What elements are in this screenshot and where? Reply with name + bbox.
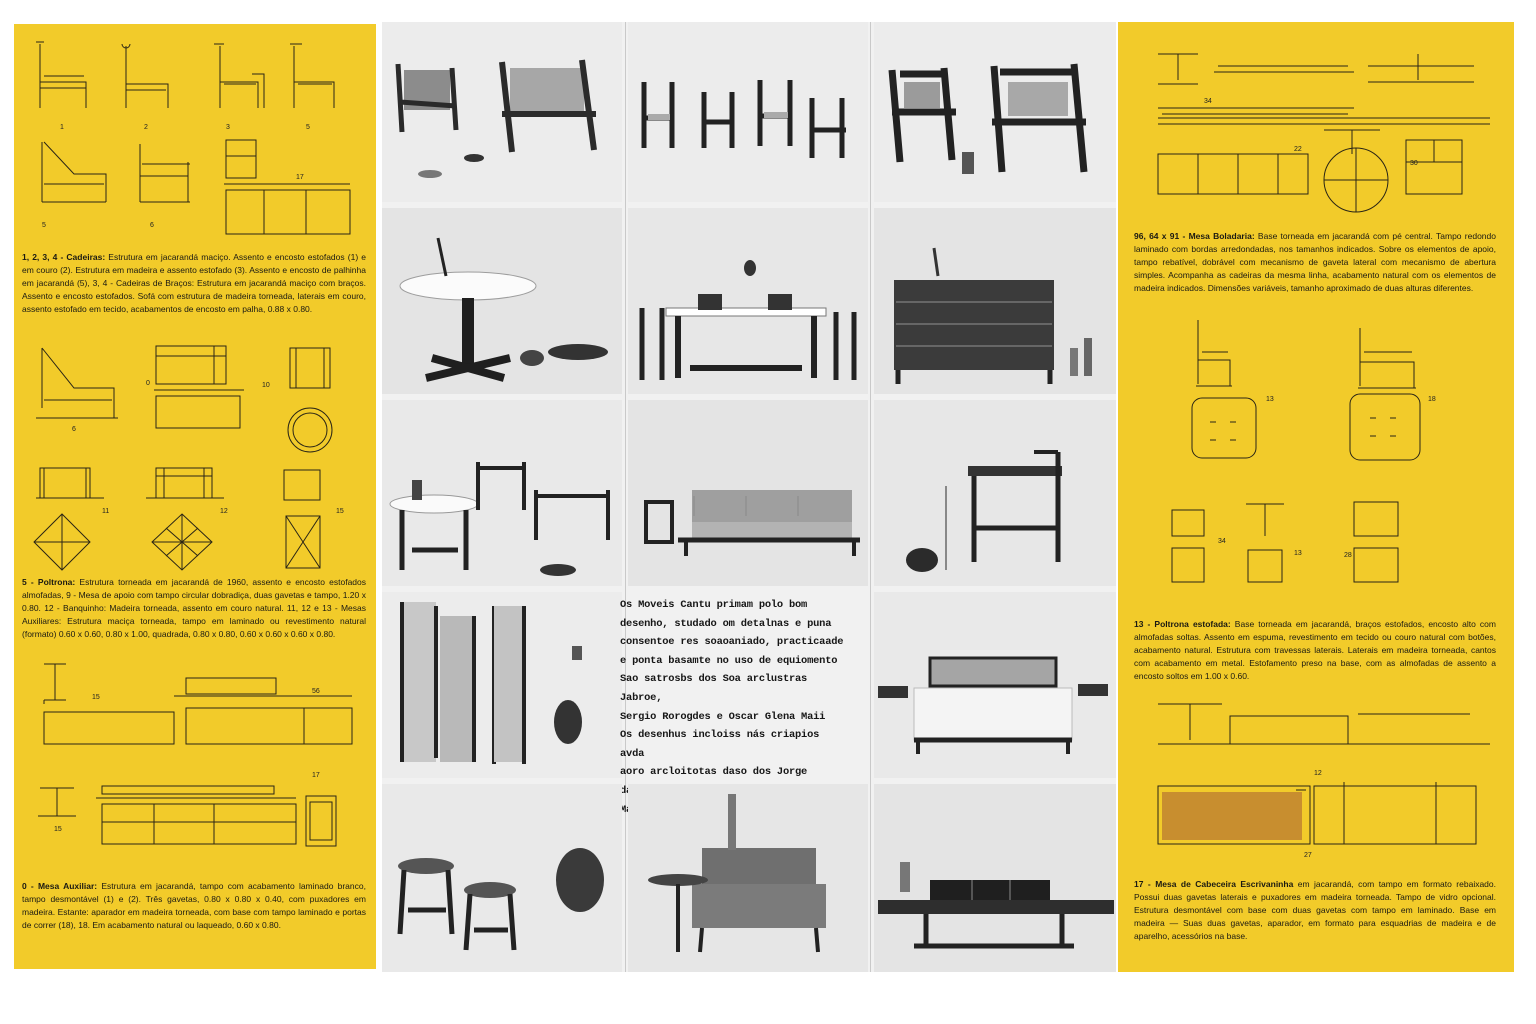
intro-line: Sao satrosbs dos Soa arclustras Jabroe, [620, 673, 808, 704]
figure-label: 15 [336, 508, 344, 515]
figure-label: 5 [42, 222, 46, 229]
photo-dining-chairs [628, 22, 868, 202]
photo-dining-set [628, 208, 868, 394]
caption-body: Estrutura em jacarandá maciço. Assento e encosto estofados (1) e em couro (2). Estrutura em madeira e assento estofado (3). Assento e encosto de palhinha em jacarandá (5), 3, 4 - Cadeiras de Braços: Estrutura em jacarandá maciço com braços. Assento e encosto estofados. Sofá com estrutura de madeira torneada, laterais em couro, assento estofado em tecido, acabamentos de encosto em palha, 0.88 x 0.80. [22, 252, 366, 314]
room-divider-illustration [382, 592, 622, 778]
sofa-illustration [628, 400, 868, 586]
photo-side-tables [382, 400, 622, 586]
round-table-illustration [382, 208, 622, 394]
figure-label: 12 [220, 508, 228, 515]
lounge-chair-drawing-5 [42, 142, 106, 202]
photo-lounge-chair [628, 784, 868, 972]
lounge-chair-illustration [628, 784, 868, 972]
caption-body: Base torneada em jacarandá, braços estofados, encosto alto com almofadas soltas. Assento em espuma, revestimento em tecido ou couro natural com botões, acabamento natural. Estrutura com travessas laterais. Laterais em madeira torneada, cantos com acabamento em metal. Estofamento preso na base, com as almofadas de assento a encosto soltos em 1.00 x 0.60. [1134, 619, 1496, 681]
small-table-elevations [1172, 502, 1398, 582]
side-tables-row [34, 468, 320, 570]
chairs-photo-illustration [628, 22, 868, 202]
figure-label: 6 [72, 426, 76, 433]
figure-label: 30 [1410, 160, 1418, 167]
figure-label: 28 [1344, 552, 1352, 559]
armchair-wood-photo-illustration [874, 22, 1116, 202]
photo-sofa [628, 400, 868, 586]
caption-title: 5 - Poltrona: [22, 577, 76, 587]
photo-round-table [382, 208, 622, 394]
figure-label: 34 [1204, 98, 1212, 105]
table-elevations [1158, 54, 1490, 212]
photo-trolley [874, 400, 1116, 586]
photo-grid-panel [382, 22, 1116, 972]
intro-line: aoro arcloitotas daso dos Jorge [620, 766, 808, 779]
figure-label: 13 [1294, 550, 1302, 557]
caption-body: Estrutura em jacarandá, tampo com acabamento laminado branco, tampo desmontável (1) e (2). Três gavetas, 0.80 x 0.80 x 0.40, com puxadores em madeira. Estante: aparador em madeira torneada, com base com tampo laminado e portas de correr (18), 18. Em acabamento natural ou laqueado, 0.60 x 0.80. [22, 881, 366, 930]
figure-label: 15 [54, 826, 62, 833]
figure-label: 34 [1218, 538, 1226, 545]
figure-label: 2 [144, 124, 148, 131]
photo-armchairs-pair [382, 22, 622, 202]
photo-bench [874, 784, 1116, 972]
intro-line: desenho, studado om detalnas e puna [620, 617, 832, 630]
armchair-drawing-6 [140, 144, 190, 202]
caption-body: Estrutura torneada em jacarandá de 1960, assento e encosto estofados almofadas, 9 - Mesa de apoio com tampo circular dobradiça, duas gavetas e tampo, 1.20 x 0.80. 12 - Banquinho: Madeira torneada, assento em couro natural. 11, 12 e 13 - Mesas Auxiliares: Estrutura maciça torneada, tampo em laminado ou revestimento natural (formato) 0.60 x 0.60, 0.80 x 1.00, quadrada, 0.80 x 0.80, 0.60 x 0.60 x 0.60 x 0.80. [22, 577, 366, 639]
figure-label: 10 [262, 382, 270, 389]
bench-illustration [874, 784, 1116, 972]
figure-label: 27 [1304, 852, 1312, 859]
figure-label: 1 [60, 124, 64, 131]
bed-illustration [874, 592, 1116, 778]
figure-label: 12 [1314, 770, 1322, 777]
intro-line: consentoe res soaoaniado, practicaade [620, 636, 844, 649]
figure-label: 17 [312, 772, 320, 779]
figure-label: 11 [102, 508, 110, 515]
dining-set-illustration [628, 208, 868, 394]
caption-title: 17 - Mesa de Cabeceira Escrivaninha [1134, 879, 1294, 889]
technical-drawings-right [1118, 22, 1514, 972]
armchair-photo-illustration [382, 22, 622, 202]
figure-label: 6 [150, 222, 154, 229]
armchair-elevations [1192, 320, 1420, 460]
caption-chairs [22, 251, 366, 316]
intro-line: Os Moveis Cantu primam polo bom [620, 599, 808, 611]
bench-drawings [38, 664, 352, 846]
caption-tables [22, 880, 366, 932]
figure-label: 0 [146, 380, 150, 387]
table-drawing-10 [288, 348, 332, 452]
right-panel [1118, 22, 1514, 972]
technical-drawings-left [14, 24, 376, 969]
caption-title: 13 - Poltrona estofada: [1134, 619, 1231, 629]
figure-label: 13 [1266, 396, 1274, 403]
stools-illustration [382, 784, 622, 972]
figure-label: 56 [312, 688, 320, 695]
intro-line: Sergio Rorogdes e Oscar Glena Maii [620, 710, 826, 723]
figure-label: 18 [1428, 396, 1436, 403]
caption-title: 96, 64 x 91 - Mesa Boladaria: [1134, 231, 1255, 241]
figure-label: 17 [296, 174, 304, 181]
photo-room-divider [382, 592, 622, 778]
caption-title: 0 - Mesa Auxiliar: [22, 881, 98, 891]
trolley-illustration [874, 400, 1116, 586]
photo-bed [874, 592, 1116, 778]
chair-drawing-4 [290, 44, 334, 108]
chest-drawing-17 [224, 140, 350, 234]
caption-armchair-right [1134, 618, 1496, 683]
desk-elevations [1158, 704, 1490, 844]
intro-line: Os desenhus incloiss nás criapios avda [620, 729, 820, 760]
caption-armchairs [22, 576, 366, 641]
chair-drawing-1 [36, 42, 86, 108]
chest-illustration [874, 208, 1116, 394]
fold-line [870, 22, 871, 972]
figure-label: 5 [306, 124, 310, 131]
caption-body: em jacarandá, com tampo em formato rebaixado. Possui duas gavetas laterais e puxadores em madeira torneada. Tampo de vidro opcional. Estrutura desmontável com base com duas gavetas com tampo em laminado. Base em madeira — Suas duas gavetas, aparador, em formato para esquadrias de madeira e de aparelho, acessórios na base. [1134, 879, 1496, 941]
figure-label: 3 [226, 124, 230, 131]
sofa-drawing [36, 348, 118, 418]
fold-line [625, 22, 626, 972]
photo-armchairs-wood [874, 22, 1116, 202]
photo-stools [382, 784, 622, 972]
chair-drawing-3 [214, 44, 264, 108]
left-panel [14, 24, 376, 969]
figure-label: 22 [1294, 146, 1302, 153]
photo-chest-of-drawers [874, 208, 1116, 394]
chair-drawing-2 [122, 44, 168, 108]
caption-tables-right [1134, 230, 1496, 295]
figure-label: 15 [92, 694, 100, 701]
cabinet-drawing [154, 346, 244, 428]
caption-body: Base torneada em jacarandá com pé central. Tampo redondo laminado com bordas arredondadas, nos tamanhos indicados. Sobre os elementos de apoio, tampo rebatível, dobrável com mecanismo de gaveta lateral com mecanismo de abertura simples. Acompanha as cadeiras da mesma linha, acabamento natural com os elementos de madeira indicados. Dimensões variáveis, tamanho aproximado de duas alturas diferentes. [1134, 231, 1496, 293]
caption-desk-right [1134, 878, 1496, 943]
caption-title: 1, 2, 3, 4 - Cadeiras: [22, 252, 106, 262]
intro-line: e ponta basamte no uso de equiomento [620, 654, 838, 667]
side-tables-illustration [382, 400, 622, 586]
